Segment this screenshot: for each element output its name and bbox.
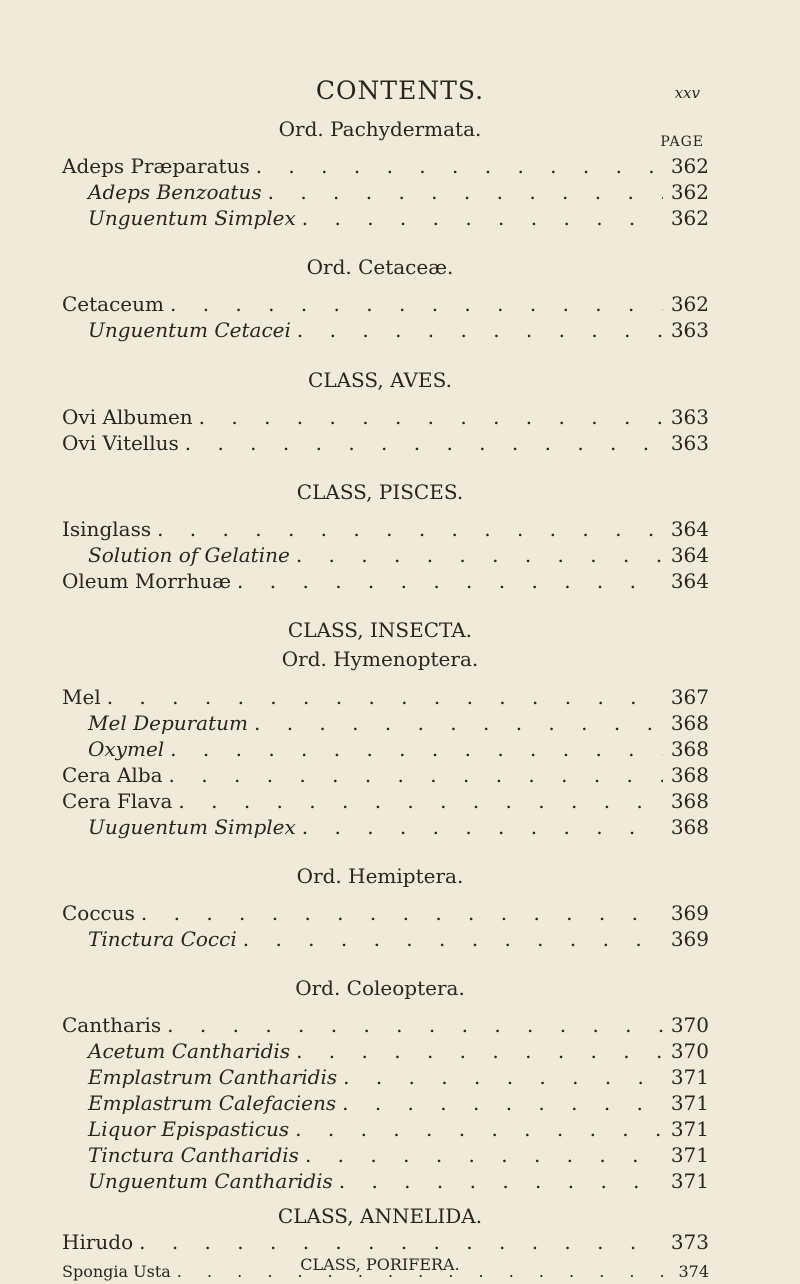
contents-entry: Ovi Albumen . . . 363 <box>62 405 709 431</box>
contents-entry: Emplastrum Calefaciens . . . 371 <box>88 1091 709 1117</box>
contents-entry: Emplastrum Cantharidis . . . 371 <box>88 1065 709 1091</box>
contents-entry: Tinctura Cocci . . . 369 <box>88 927 709 953</box>
contents-entry: Adeps Præparatus . . . 362 <box>62 154 709 180</box>
section-heading-insecta: CLASS, INSECTA. <box>287 618 473 642</box>
page-number: xxv <box>674 84 700 102</box>
contents-entry: Solution of Gelatine . . . 364 <box>88 543 709 569</box>
contents-entry: Acetum Cantharidis . . . 370 <box>88 1039 709 1065</box>
contents-entry: Cantharis . . . 370 <box>62 1013 709 1039</box>
contents-entry: Spongia Usta . . . 374 <box>62 1262 709 1282</box>
contents-entry: Adeps Benzoatus . . . 362 <box>88 180 709 206</box>
contents-entry: Uuguentum Simplex . . . 368 <box>88 815 709 841</box>
section-heading-pisces: CLASS, PISCES. <box>296 480 464 504</box>
contents-entry: Unguentum Simplex . . . 362 <box>88 206 709 232</box>
contents-entry: Mel Depuratum . . . 368 <box>88 711 709 737</box>
contents-entry: Tinctura Cantharidis . . . 371 <box>88 1143 709 1169</box>
section-heading-coleoptera: Ord. Coleoptera. <box>295 976 465 1000</box>
contents-entry: Ovi Vitellus . . . 363 <box>62 431 709 457</box>
contents-entry: Liquor Epispasticus . . . 371 <box>88 1117 709 1143</box>
section-heading-pachydermata: Ord. Pachydermata. <box>278 117 482 141</box>
contents-entry: Cera Alba . . . 368 <box>62 763 709 789</box>
section-heading-hemiptera: Ord. Hemiptera. <box>296 864 464 888</box>
contents-entry: Unguentum Cantharidis . . . 371 <box>88 1169 709 1195</box>
running-head <box>0 76 800 106</box>
contents-entry: Cetaceum . . . 362 <box>62 292 709 318</box>
contents-entry: Oleum Morrhuæ . . . 364 <box>62 569 709 595</box>
contents-entry: Oxymel . . . 368 <box>88 737 709 763</box>
section-heading-annelida: CLASS, ANNELIDA. <box>277 1204 483 1228</box>
contents-entry: Mel . . . 367 <box>62 685 709 711</box>
section-heading-aves: CLASS, AVES. <box>308 368 452 392</box>
contents-entry: Hirudo . . . 373 <box>62 1230 709 1256</box>
contents-entry: Isinglass . . . 364 <box>62 517 709 543</box>
section-heading-cetaceae: Ord. Cetaceæ. <box>306 255 454 279</box>
section-subheading-hymenoptera: Ord. Hymenoptera. <box>281 647 479 671</box>
contents-entry: Unguentum Cetacei . . . 363 <box>88 318 709 344</box>
contents-entry: Cera Flava . . . 368 <box>62 789 709 815</box>
section-heading-porifera: CLASS, PORIFERA. <box>300 1255 460 1274</box>
contents-entry: Coccus . . . 369 <box>62 901 709 927</box>
page-title: CONTENTS. <box>315 76 485 105</box>
page-column-label: PAGE <box>660 134 704 150</box>
